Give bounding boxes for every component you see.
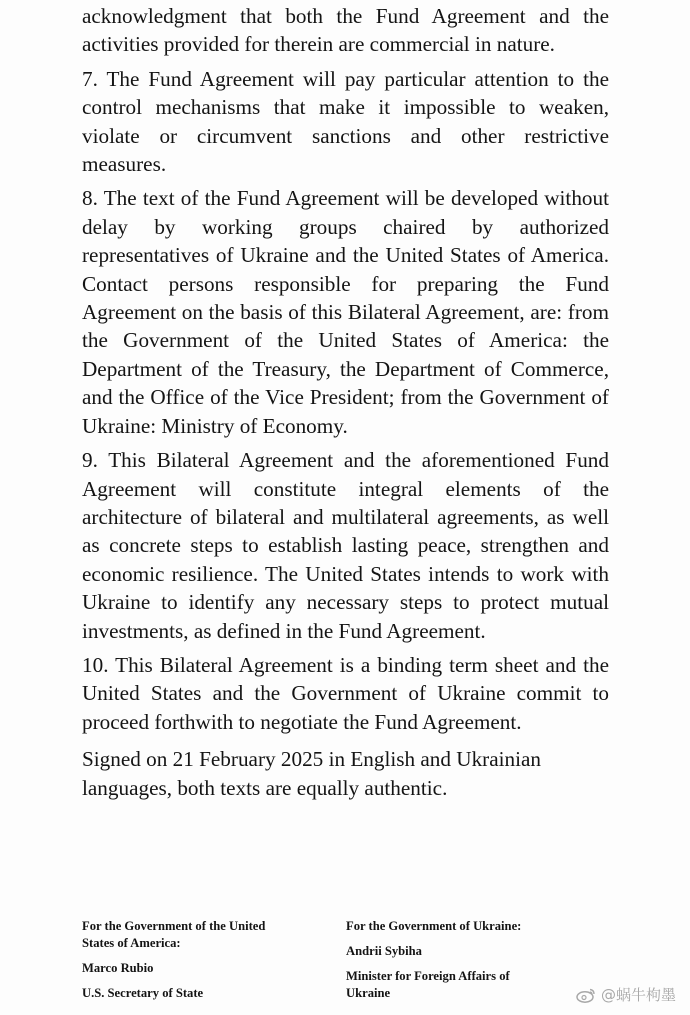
ukraine-heading: For the Government of Ukraine: [346, 919, 522, 933]
weibo-icon [576, 987, 596, 1003]
paragraph-9: 9. This Bilateral Agreement and the aforementioned Fund Agreement will constitute integral elements of the architecture of bilateral and multilateral agreements, as well as concrete steps to establish lasting peace, strengthen and economic resilience. The United States intends to work with Ukraine to identify any necessary steps to protect mutual investments, as defined in the Fund Agreement. [82, 448, 609, 643]
paragraph-8: 8. The text of the Fund Agreement will be developed without delay by working groups chaired by authorized representatives of Ukraine and the United States of America. Contact persons responsible for preparing the Fund Agreement on the basis of this Bilateral Agreement, are: from the Government of the United States of America: the Department of the Treasury, the Department of Commerce, and the Office of the Vice President; from the Government of Ukraine: Ministry of Economy. [82, 186, 609, 438]
signature-ukraine [346, 918, 586, 1002]
us-heading-line2: States of America: [82, 936, 181, 950]
us-signatory-name: Marco Rubio [82, 961, 154, 975]
ukraine-signatory-title-line2: Ukraine [346, 986, 391, 1000]
us-heading-line1: For the Government of the United [82, 919, 266, 933]
signed-statement: Signed on 21 February 2025 in English and Ukrainian languages, both texts are equally authentic. [82, 747, 541, 800]
ukraine-signatory-name: Andrii Sybiha [346, 944, 422, 958]
signature-us [82, 918, 322, 1002]
document-body [82, 0, 609, 802]
watermark [576, 984, 676, 1005]
paragraph-6-continuation: acknowledgment that both the Fund Agreement and the activities provided for therein are commercial in nature. [82, 4, 609, 57]
paragraph-10: 10. This Bilateral Agreement is a binding term sheet and the United States and the Government of Ukraine commit to proceed forthwith to negotiate the Fund Agreement. [82, 652, 609, 734]
ukraine-signatory-title-line1: Minister for Foreign Affairs of [346, 969, 510, 983]
paragraph-7: 7. The Fund Agreement will pay particular attention to the control mechanisms that make it impossible to weaken, violate or circumvent sanctions and other restrictive measures. [82, 66, 609, 177]
us-signatory-title: U.S. Secretary of State [82, 986, 204, 1000]
watermark-text: @蜗牛枸墨 [600, 986, 676, 1004]
